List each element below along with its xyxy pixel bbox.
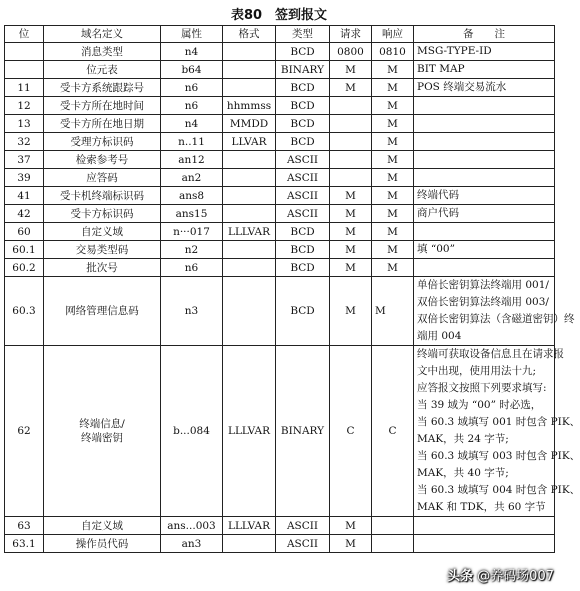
table-row <box>5 43 555 61</box>
cell-type: BCD <box>276 223 330 241</box>
cell-note <box>414 61 555 79</box>
note-line: 当 60.3 域填写 001 时包含 PIK、 <box>417 416 580 428</box>
cell-name: 网络管理信息码 <box>44 277 161 346</box>
cell-pos: 60.3 <box>5 277 44 346</box>
cell-pos: 39 <box>5 169 44 187</box>
cell-attr: n6 <box>161 79 223 97</box>
cell-note <box>414 517 555 535</box>
note-line: POS 终端交易流水 <box>417 81 507 93</box>
cell-request: M <box>330 187 372 205</box>
cell-request: M <box>330 223 372 241</box>
note-line: 单倍长密钥算法终端用 001/ <box>417 279 549 291</box>
cell-attr: b64 <box>161 61 223 79</box>
col-header-format: 格式 <box>223 26 276 43</box>
cell-type: BCD <box>276 133 330 151</box>
cell-pos: 13 <box>5 115 44 133</box>
cell-note <box>414 277 575 346</box>
note-line: 端用 004 <box>417 330 462 342</box>
col-header-note: 备 注 <box>414 26 555 43</box>
cell-type: BCD <box>276 79 330 97</box>
table-row <box>5 223 555 241</box>
table-row <box>5 205 555 223</box>
cell-response: M <box>372 97 414 115</box>
cell-note <box>414 133 555 151</box>
table-row <box>5 277 555 346</box>
cell-format: LLLVAR <box>223 346 276 517</box>
table-row <box>5 187 555 205</box>
note-line: 双倍长密钥算法终端用 003/ <box>417 296 549 308</box>
cell-pos: 37 <box>5 151 44 169</box>
cell-type: ASCII <box>276 517 330 535</box>
cell-response: M <box>372 169 414 187</box>
cell-request: M <box>330 259 372 277</box>
cell-type: BCD <box>276 115 330 133</box>
table-row <box>5 535 555 553</box>
cell-pos <box>5 61 44 79</box>
cell-format <box>223 169 276 187</box>
cell-name: 终端信息/ 终端密钥 <box>44 346 161 517</box>
note-line: 当 39 域为 “00” 时必选， <box>417 399 542 411</box>
cell-request: M <box>330 241 372 259</box>
cell-name: 受卡方所在地日期 <box>44 115 161 133</box>
cell-attr: an2 <box>161 169 223 187</box>
cell-pos: 60 <box>5 223 44 241</box>
cell-response: M <box>372 61 414 79</box>
cell-format: LLLVAR <box>223 223 276 241</box>
note-line: 终端可获取设备信息且在请求报 <box>417 348 564 360</box>
note-line: 文中出现，使用用法十九; <box>417 365 537 377</box>
cell-note <box>414 259 555 277</box>
note-line: MSG-TYPE-ID <box>417 45 492 57</box>
table-row <box>5 241 555 259</box>
cell-type: BCD <box>276 97 330 115</box>
table-row <box>5 97 555 115</box>
cell-format <box>223 241 276 259</box>
col-header-name: 域名定义 <box>44 26 161 43</box>
cell-response: M <box>372 205 414 223</box>
cell-request <box>330 97 372 115</box>
cell-request: C <box>330 346 372 517</box>
table-body <box>5 43 580 553</box>
cell-pos: 42 <box>5 205 44 223</box>
cell-pos <box>5 43 44 61</box>
cell-response: M <box>372 223 414 241</box>
note-line: MAK，共 40 字节; <box>417 467 509 479</box>
cell-attr: n···017 <box>161 223 223 241</box>
cell-pos: 41 <box>5 187 44 205</box>
watermark <box>447 563 554 585</box>
cell-attr: an3 <box>161 535 223 553</box>
cell-response: M <box>372 79 414 97</box>
cell-request: M <box>330 79 372 97</box>
cell-note <box>414 97 555 115</box>
cell-name: 受卡方所在地时间 <box>44 97 161 115</box>
cell-request: M <box>330 517 372 535</box>
cell-response: M <box>372 115 414 133</box>
cell-attr: n4 <box>161 115 223 133</box>
cell-type: ASCII <box>276 535 330 553</box>
table-row <box>5 169 555 187</box>
sign-in-message-table <box>4 25 580 553</box>
note-line: 填 “00” <box>417 243 455 255</box>
cell-note <box>414 169 555 187</box>
cell-name: 自定义域 <box>44 223 161 241</box>
cell-name: 批次号 <box>44 259 161 277</box>
cell-format <box>223 259 276 277</box>
cell-name: 操作员代码 <box>44 535 161 553</box>
cell-format: LLVAR <box>223 133 276 151</box>
cell-request <box>330 169 372 187</box>
cell-response <box>372 517 414 535</box>
note-line: 当 60.3 域填写 004 时包含 PIK、 <box>417 484 580 496</box>
cell-pos: 63 <box>5 517 44 535</box>
table-row <box>5 79 555 97</box>
cell-request: M <box>330 205 372 223</box>
cell-type: BCD <box>276 277 330 346</box>
cell-name: 应答码 <box>44 169 161 187</box>
table-row <box>5 133 555 151</box>
table-row <box>5 115 555 133</box>
cell-type: ASCII <box>276 205 330 223</box>
cell-note <box>414 115 555 133</box>
cell-name: 消息类型 <box>44 43 161 61</box>
cell-type: ASCII <box>276 169 330 187</box>
cell-request <box>330 151 372 169</box>
cell-format <box>223 535 276 553</box>
col-header-type: 类型 <box>276 26 330 43</box>
table-row <box>5 61 555 79</box>
cell-response: M <box>372 187 414 205</box>
cell-response: M <box>372 259 414 277</box>
cell-format <box>223 61 276 79</box>
cell-response: C <box>372 346 414 517</box>
cell-attr: ans15 <box>161 205 223 223</box>
cell-pos: 60.1 <box>5 241 44 259</box>
cell-attr: b...084 <box>161 346 223 517</box>
cell-format <box>223 43 276 61</box>
note-line: 应答报文按照下列要求填写: <box>417 382 547 394</box>
table-title: 表80 签到报文 <box>230 8 328 23</box>
col-header-request: 请求 <box>330 26 372 43</box>
cell-type: BCD <box>276 241 330 259</box>
cell-pos: 12 <box>5 97 44 115</box>
col-header-response: 响应 <box>372 26 414 43</box>
table-row <box>5 346 555 517</box>
cell-note <box>414 79 555 97</box>
cell-format: MMDD <box>223 115 276 133</box>
table-row <box>5 517 555 535</box>
cell-name: 位元表 <box>44 61 161 79</box>
cell-note <box>414 223 555 241</box>
cell-request: M <box>330 61 372 79</box>
header-row <box>5 26 555 43</box>
cell-format <box>223 205 276 223</box>
cell-attr: n2 <box>161 241 223 259</box>
watermark-logo: 头条 <box>447 568 474 584</box>
cell-note <box>414 187 555 205</box>
note-line: 双倍长密钥算法（含磁道密钥）终 <box>417 313 575 325</box>
cell-format <box>223 151 276 169</box>
cell-name: 受卡机终端标识码 <box>44 187 161 205</box>
watermark-text: @养码场007 <box>477 568 554 584</box>
note-line: 终端代码 <box>417 189 459 201</box>
cell-pos: 62 <box>5 346 44 517</box>
cell-attr: n..11 <box>161 133 223 151</box>
cell-attr: ans8 <box>161 187 223 205</box>
cell-attr: n6 <box>161 259 223 277</box>
cell-attr: n6 <box>161 97 223 115</box>
cell-type: BINARY <box>276 346 330 517</box>
cell-response: M <box>372 277 414 346</box>
cell-type: BINARY <box>276 61 330 79</box>
cell-note <box>414 346 580 517</box>
cell-name: 受理方标识码 <box>44 133 161 151</box>
cell-note <box>414 205 555 223</box>
cell-note <box>414 151 555 169</box>
cell-request: M <box>330 277 372 346</box>
table-row <box>5 151 555 169</box>
cell-note <box>414 43 555 61</box>
note-line: MAK，共 24 字节; <box>417 433 509 445</box>
cell-name: 检索参考号 <box>44 151 161 169</box>
cell-attr: ans...003 <box>161 517 223 535</box>
cell-response: M <box>372 151 414 169</box>
cell-response: M <box>372 241 414 259</box>
cell-pos: 32 <box>5 133 44 151</box>
note-line: BIT MAP <box>417 63 465 75</box>
cell-pos: 11 <box>5 79 44 97</box>
cell-type: ASCII <box>276 187 330 205</box>
cell-response: 0810 <box>372 43 414 61</box>
cell-name: 受卡方标识码 <box>44 205 161 223</box>
cell-format <box>223 79 276 97</box>
cell-format <box>223 187 276 205</box>
note-line: 当 60.3 域填写 003 时包含 PIK、 <box>417 450 580 462</box>
note-line: MAK 和 TDK，共 60 字节 <box>417 501 546 513</box>
cell-request <box>330 133 372 151</box>
cell-name: 交易类型码 <box>44 241 161 259</box>
table-row <box>5 259 555 277</box>
cell-attr: n4 <box>161 43 223 61</box>
cell-request: M <box>330 535 372 553</box>
cell-response <box>372 535 414 553</box>
cell-type: ASCII <box>276 151 330 169</box>
cell-name: 受卡方系统跟踪号 <box>44 79 161 97</box>
cell-note <box>414 535 555 553</box>
cell-request <box>330 115 372 133</box>
note-line: 商户代码 <box>417 207 459 219</box>
cell-name: 自定义域 <box>44 517 161 535</box>
cell-format <box>223 277 276 346</box>
cell-attr: n3 <box>161 277 223 346</box>
cell-format: hhmmss <box>223 97 276 115</box>
cell-response: M <box>372 133 414 151</box>
cell-request: 0800 <box>330 43 372 61</box>
cell-attr: an12 <box>161 151 223 169</box>
cell-type: BCD <box>276 43 330 61</box>
col-header-attr: 属性 <box>161 26 223 43</box>
col-header-pos: 位 <box>5 26 44 43</box>
cell-pos: 63.1 <box>5 535 44 553</box>
cell-note <box>414 241 555 259</box>
cell-format: LLLVAR <box>223 517 276 535</box>
cell-pos: 60.2 <box>5 259 44 277</box>
cell-type: BCD <box>276 259 330 277</box>
